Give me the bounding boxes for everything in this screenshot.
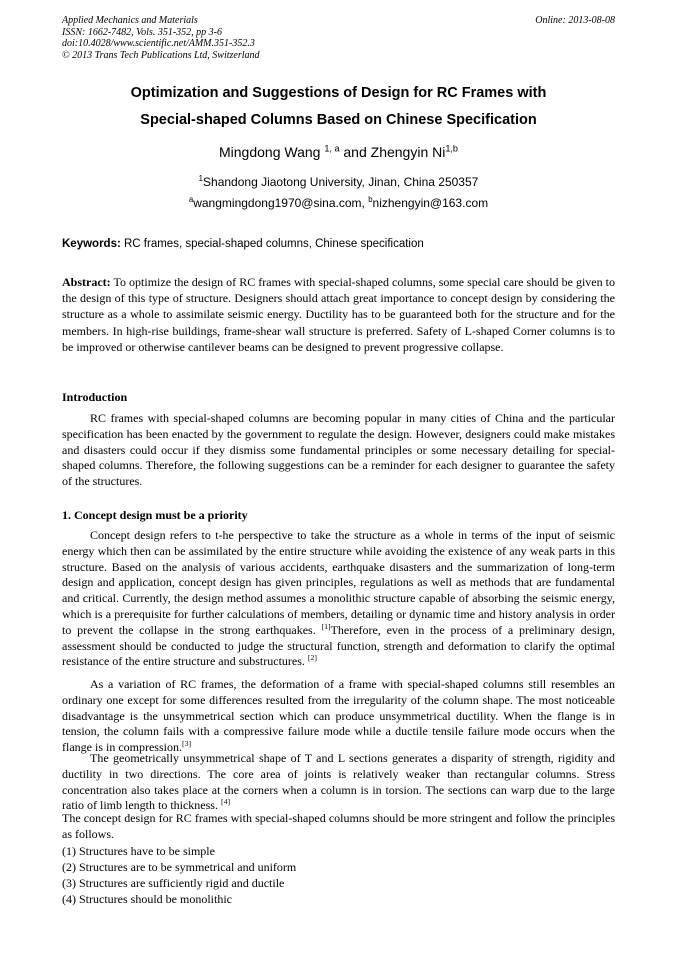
keywords (62, 237, 615, 252)
author-1-affiliation-mark: 1, a (324, 143, 340, 154)
journal-name: Applied Mechanics and Materials (62, 15, 198, 26)
citation-2[interactable]: [2] (307, 653, 318, 663)
principle-item: (4) Structures should be monolithic (62, 892, 232, 906)
author-conjunction: and (343, 144, 367, 160)
affiliation-text: Shandong Jiaotong University, Jinan, China 250357 (203, 175, 479, 189)
introduction-paragraph: RC frames with special-shaped columns are becoming popular in many cities of China and the particular specification has been enacted by the government to regulate the design. However, designers could make mistakes and disasters could occur if they dismiss some fundamental principles or some necessary detailing for special-shaped columns. Therefore, the following suggestions can be a reminder for each designer to guarantee the safety of the structures. (62, 411, 615, 489)
online-date: Online: 2013-08-08 (535, 15, 615, 26)
design-principles-list (62, 843, 615, 907)
section-1-paragraph-4: The concept design for RC frames with special-shaped columns should be more stringent and follow the principles as follows. (62, 811, 615, 841)
abstract (62, 274, 615, 355)
author-1-name: Mingdong Wang (219, 144, 321, 160)
author-line (62, 143, 615, 161)
paper-title (62, 80, 615, 134)
section-1-paragraph-1 (62, 528, 615, 670)
keywords-label: Keywords: (62, 238, 121, 250)
section-1-paragraph-1a: Concept design refers to t-he perspective to take the structure as a whole in terms of the input of seismic energy which then can be assimilated by the entire structure while avoiding the existence of any weak parts in this structure. Based on the analysis of various accidents, earthquake disasters and the summarization of long-term design and application, concept design has given principles, regulations as well as methods that are fundamental and critical. Currently, the design method assumes a monolithic structure capable of absorbing the seismic energy, which is a prerequisite for further calculations of members, detailing or dynamic time and history analysis in order to prevent the collapse in the strong earthquakes. (62, 528, 615, 637)
citation-3[interactable]: [3] (181, 739, 192, 749)
author-2-name: Zhengyin Ni (370, 144, 446, 160)
principle-item: (2) Structures are to be symmetrical and uniform (62, 860, 297, 874)
abstract-label: Abstract: (62, 275, 111, 289)
title-line-1: Optimization and Suggestions of Design for RC Frames with (130, 85, 547, 101)
journal-issn: ISSN: 1662-7482, Vols. 351-352, pp 3-6 (62, 26, 222, 38)
citation-4[interactable]: [4] (220, 797, 231, 807)
journal-header (62, 15, 615, 61)
affiliation (62, 175, 615, 190)
abstract-text: To optimize the design of RC frames with special-shaped columns, some special care should be given to the design of this type of structure. Designers should attach great importance to concept design by considering the structure as a whole to assimilate seismic energy. Ductility has to be guaranteed both for the structure and for the members. In high-rise buildings, frame-shear wall structure is preferred. Safety of L-shaped Corner columns is to be improved or otherwise cantilever beams can be designed to prevent progressive collapse. (62, 275, 615, 354)
principle-item: (1) Structures have to be simple (62, 844, 215, 858)
title-line-2: Special-shaped Columns Based on Chinese Specification (140, 112, 537, 128)
author-emails (62, 196, 615, 211)
email-b[interactable]: nizhengyin@163.com (372, 196, 489, 210)
affiliation-mark: 1 (198, 174, 204, 183)
keywords-text: RC frames, special-shaped columns, Chinese specification (124, 238, 424, 250)
section-1-paragraph-2-text: As a variation of RC frames, the deformation of a frame with special-shaped columns still resembles an ordinary one except for some differences resulted from the irregularity of the column shape. The most noticeable disadvantage is the unsymmetrical section which can produce unsymmetrical ductility. When the flange is in tension, the column fails with a compressive failure mode while a ductile tensile failure mode occurs when the flange is in compression. (62, 677, 615, 755)
author-2-affiliation-mark: 1,b (445, 143, 458, 154)
email-a[interactable]: wangmingdong1970@sina.com, (193, 196, 365, 210)
section-1-heading: 1. Concept design must be a priority (62, 508, 248, 522)
principle-item: (3) Structures are sufficiently rigid and ductile (62, 876, 285, 890)
citation-1[interactable]: [1] (321, 621, 331, 631)
introduction-heading: Introduction (62, 390, 128, 404)
journal-doi: doi:10.4028/www.scientific.net/AMM.351-352.3 (62, 38, 255, 49)
section-1-paragraph-2 (62, 677, 615, 756)
section-1-paragraph-3-text: The geometrically unsymmetrical shape of T and L sections generates a disparity of strength, rigidity and ductility in two directions. The core area of joints is relatively weaker than rectangular columns. Stress concentration also takes place at the corners when a column is in torsion. The sections can warp due to the large ratio of limb length to thickness. (62, 751, 615, 813)
section-1-paragraph-1b: Therefore, even in the process of a preliminary design, assessment should be conducted to judge the structural function, strength and deformation to clarify the optimal resistance of the entire structure and substructures. (62, 622, 615, 669)
email-b-mark: b (368, 195, 373, 204)
section-1-paragraph-3 (62, 751, 615, 814)
email-a-mark: a (188, 195, 194, 204)
journal-copyright: © 2013 Trans Tech Publications Ltd, Switzerland (62, 49, 260, 61)
